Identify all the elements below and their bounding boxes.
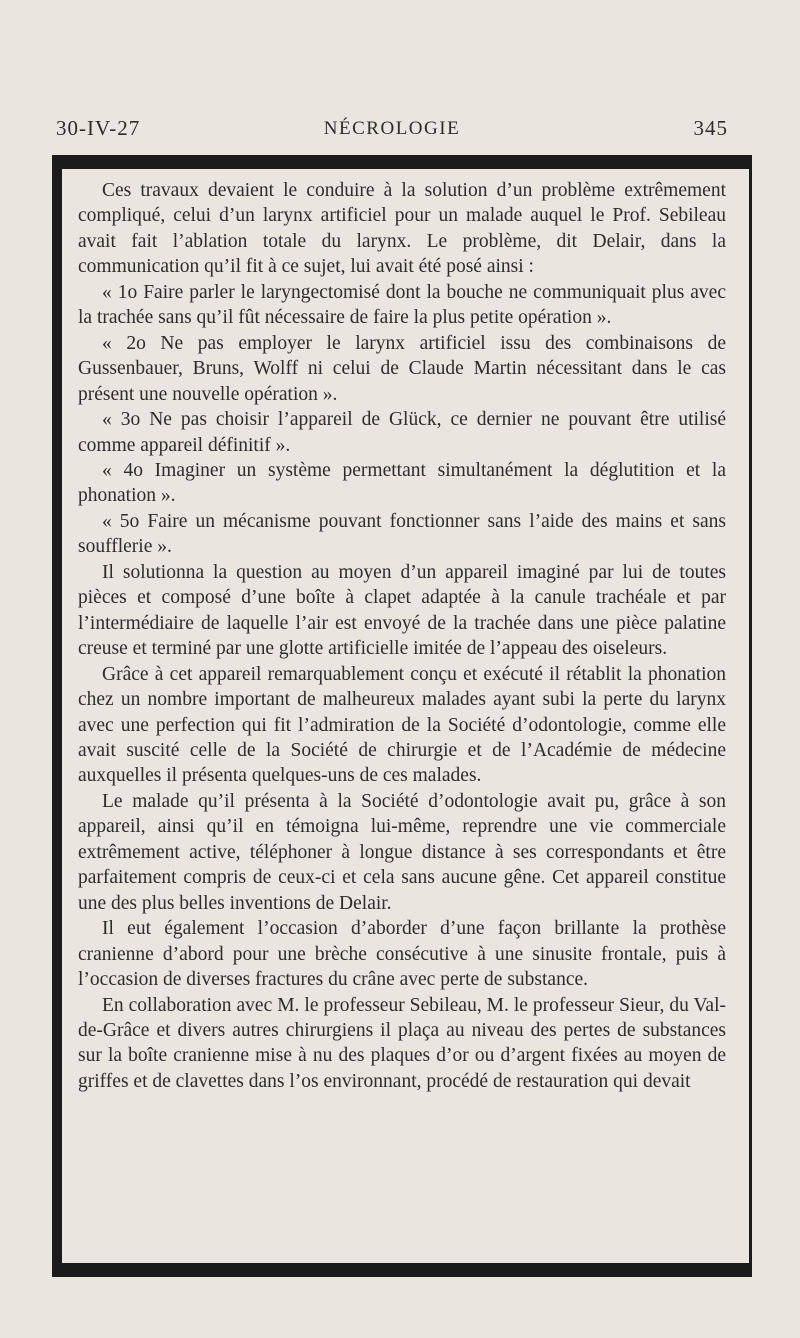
section-title: NÉCROLOGIE	[323, 118, 461, 139]
obituary-text	[78, 178, 726, 1094]
paragraph: Il solutionna la question au moyen d’un appareil imaginé par lui de toutes pièces et composé d’une boîte à clapet adaptée à la canule trachéale et par l’intermédiaire de laquelle l’air est envoyé de la trachée dans une pièce palatine creuse et terminé par une glotte artificielle imitée de l’appeau des oiseleurs.	[78, 561, 726, 660]
paragraph: Grâce à cet appareil remarquablement conçu et exécuté il rétablit la phonation chez un nombre important de malheureux malades ayant subi la perte du larynx avec une perfection qui fit l’admiration de la Société d’odontologie, comme elle avait suscité celle de la Société de chirurgie et de l’Académie de médecine auxquelles il présenta quelques-uns de ces malades.	[78, 663, 726, 787]
issue-date: 30-IV-27	[56, 116, 141, 140]
paragraph: Le malade qu’il présenta à la Société d’odontologie avait pu, grâce à son appareil, ainsi qu’il en témoigna lui-même, reprendre une vie commerciale extrêmement active, téléphoner à longue distance à ses correspondants et être parfaitement compris de ceux-ci et cela sans aucune gêne. Cet appareil constitue une des plus belles inventions de Delair.	[78, 790, 726, 914]
paragraph: Ces travaux devaient le conduire à la solution d’un problème extrêmement compliqué, celui d’un larynx artificiel pour un malade auquel le Prof. Sebileau avait fait l’ablation totale du larynx. Le problème, dit Delair, dans la communication qu’il fit à ce sujet, lui avait été posé ainsi :	[78, 180, 726, 278]
page-header	[56, 116, 728, 146]
paragraph: « 1o Faire parler le laryngectomisé dont la bouche ne communiquait plus avec la trachée sans qu’il fût nécessaire de faire la plus petite opération ».	[78, 281, 726, 329]
paragraph: « 3o Ne pas choisir l’appareil de Glück, ce dernier ne pouvant être utilisé comme appareil définitif ».	[78, 409, 726, 456]
page-number: 345	[693, 116, 728, 140]
paragraph: « 4o Imaginer un système permettant simultanément la déglutition et la phonation ».	[78, 459, 726, 507]
paragraph: Il eut également l’occasion d’aborder d’une façon brillante la prothèse cranienne d’abord pour une brèche consécutive à une sinusite frontale, puis à l’occasion de diverses fractures du crâne avec perte de substance.	[78, 918, 726, 991]
paragraph: « 2o Ne pas employer le larynx artificiel issu des combinaisons de Gussenbauer, Bruns, Wolff ni celui de Claude Martin nécessitant dans le cas présent une nouvelle opération ».	[78, 332, 726, 405]
paragraph: En collaboration avec M. le professeur Sebileau, M. le professeur Sieur, du Val-de-Grâce et divers autres chirurgiens il plaça au niveau des pertes de substances sur la boîte cranienne mise à nu des plaques d’or ou d’argent fixées au moyen de griffes et de clavettes dans l’os environnant, procédé de restauration qui devait	[78, 994, 726, 1092]
paragraph: « 5o Faire un mécanisme pouvant fonctionner sans l’aide des mains et sans soufflerie ».	[78, 510, 726, 558]
